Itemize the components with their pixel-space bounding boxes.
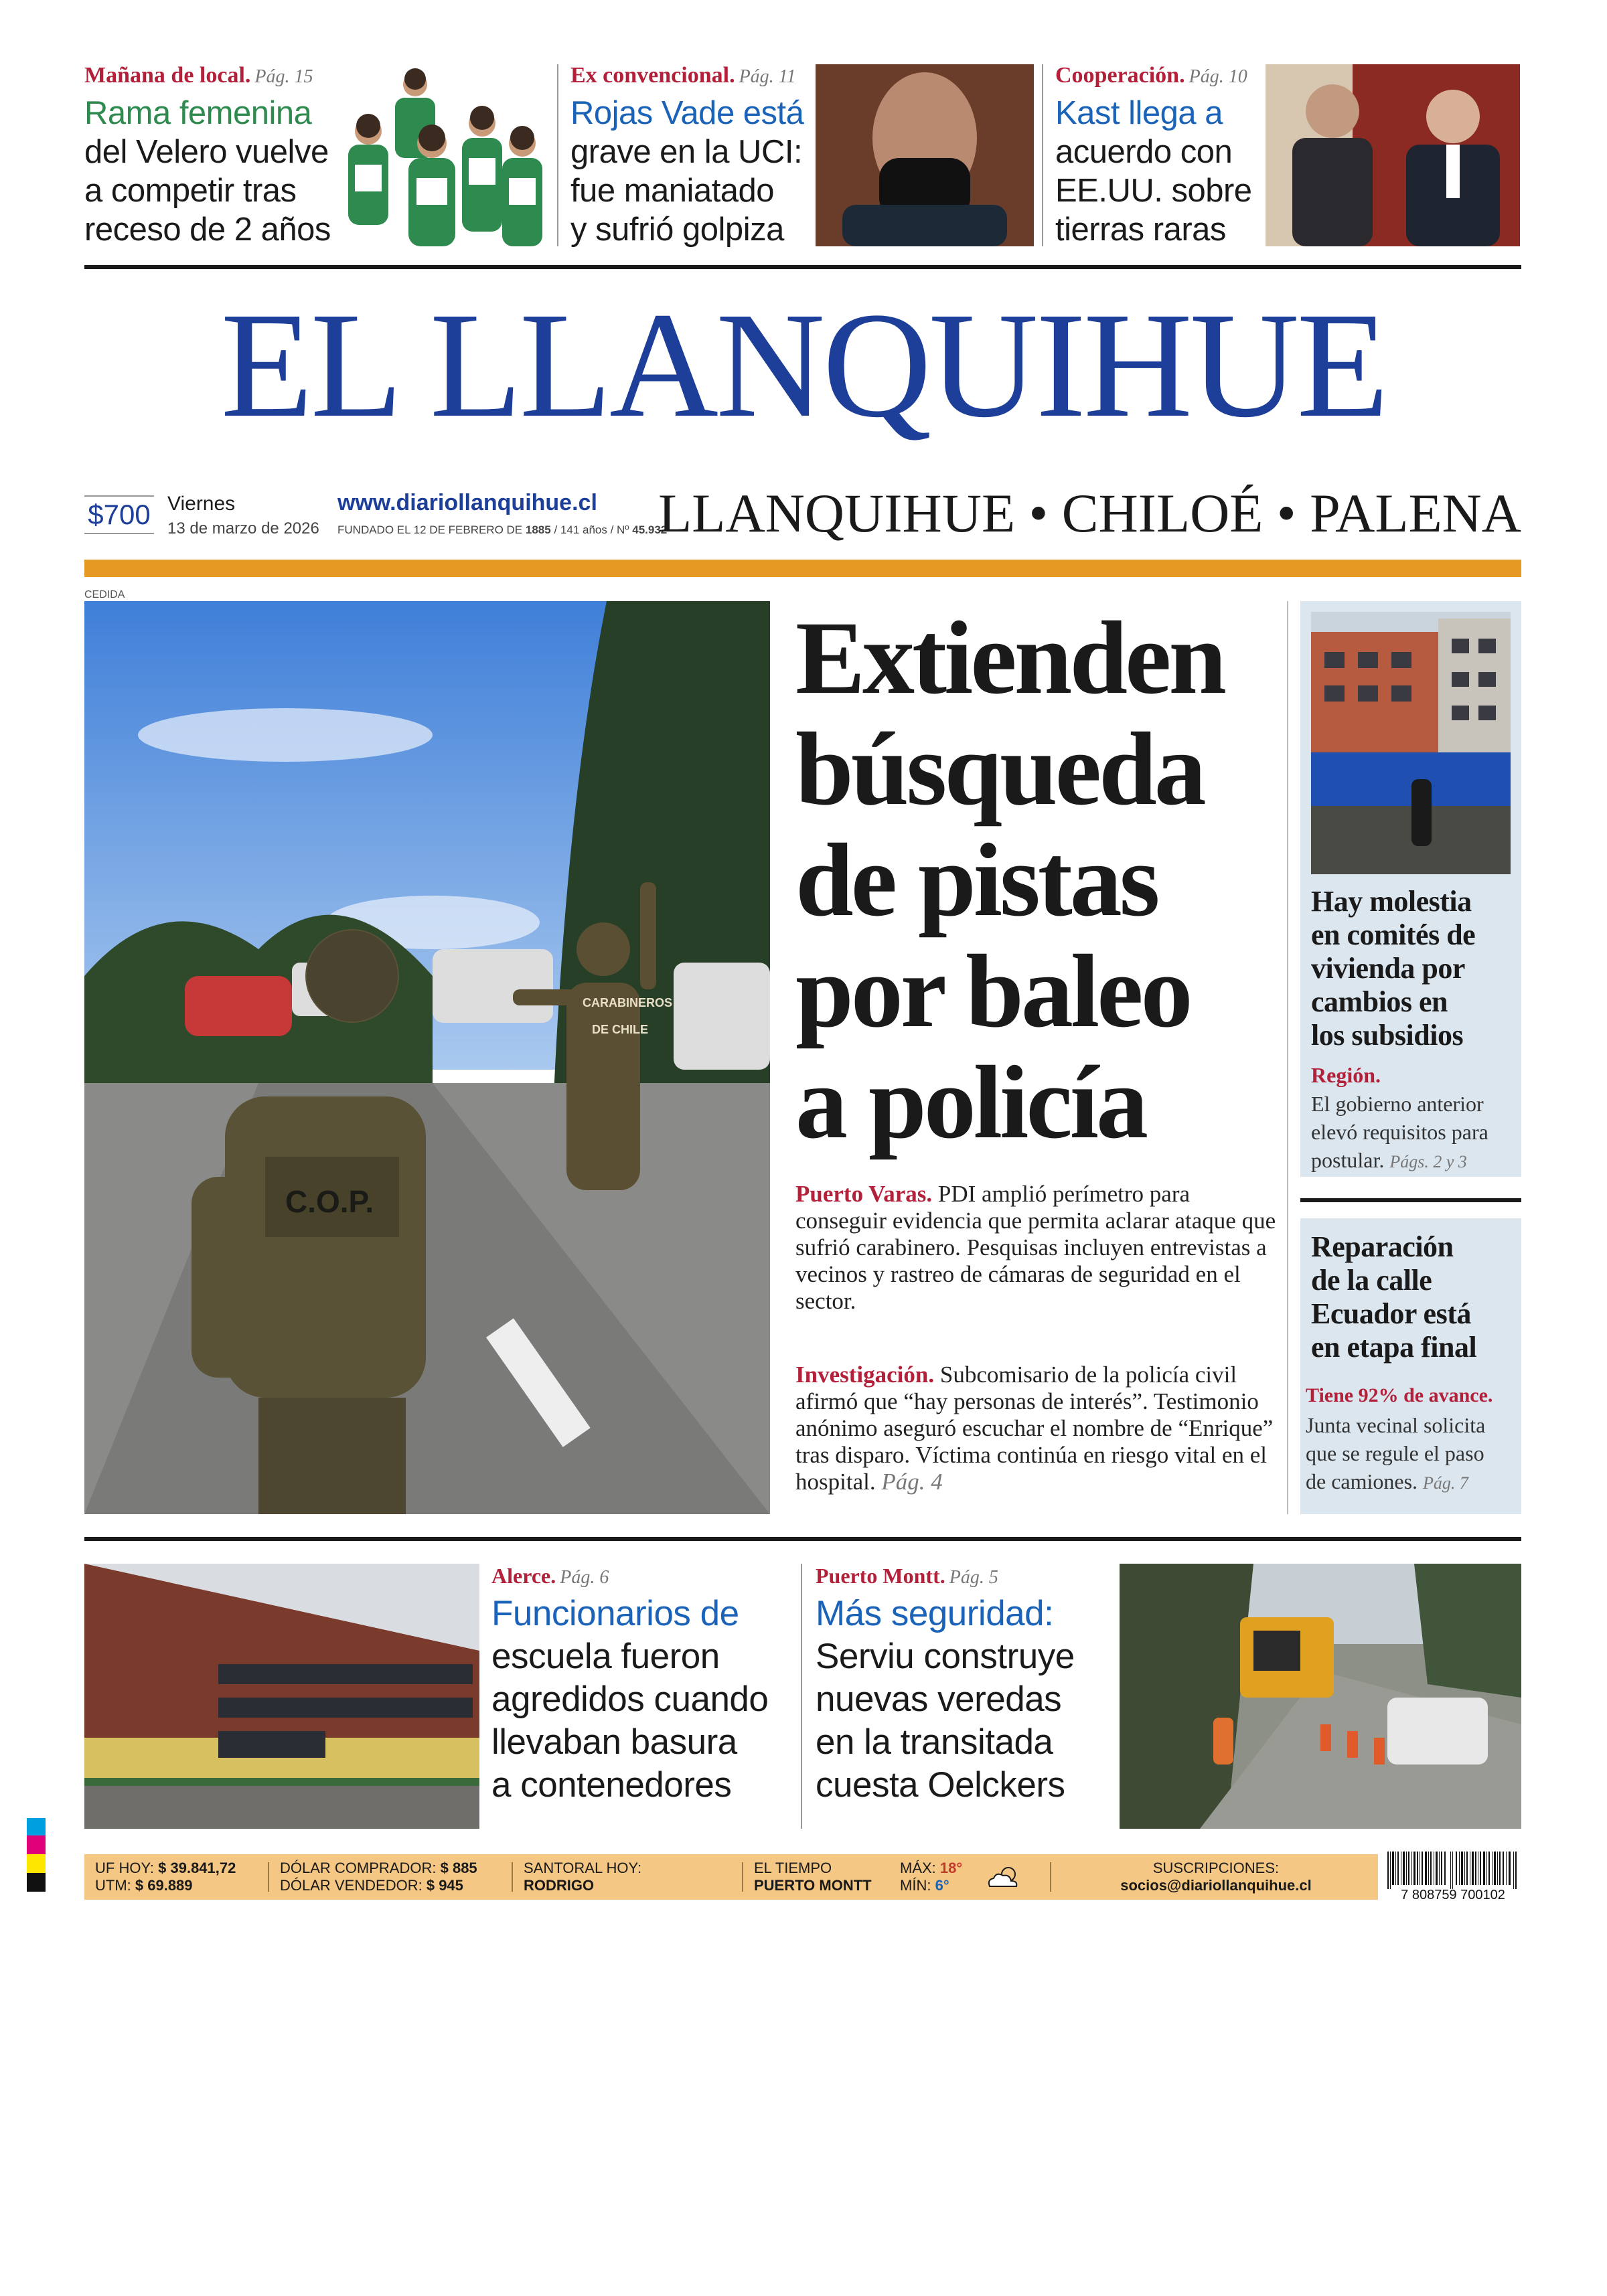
top-rule: [84, 265, 1521, 269]
black-mark: [27, 1873, 46, 1892]
uf-row: [95, 1860, 236, 1877]
para-lead: Puerto Varas.: [795, 1181, 933, 1207]
issue-number: 45.932: [632, 523, 668, 536]
text-line: elevó requisitos para: [1311, 1120, 1488, 1144]
headline-colored: Kast llega a: [1055, 95, 1223, 131]
santoral-label: SANTORAL HOY:: [524, 1860, 642, 1876]
headline-line: EE.UU. sobre: [1055, 173, 1252, 209]
photo-credit: CEDIDA: [84, 589, 125, 600]
website-link[interactable]: www.diariollanquihue.cl: [337, 490, 597, 515]
santoral-block: [524, 1860, 641, 1894]
headline-line: escuela fueron: [491, 1637, 720, 1676]
kast-handshake-photo: [1266, 64, 1520, 246]
headline-colored: Rama femenina: [84, 95, 312, 131]
sidebar-kicker: Región.: [1311, 1063, 1381, 1087]
price: $700: [88, 499, 151, 530]
headline-line: grave en la UCI:: [570, 134, 803, 170]
teaser-headline: [816, 1592, 1110, 1807]
max-label: MÁX:: [900, 1860, 936, 1876]
headline-line: vivienda por: [1311, 952, 1465, 985]
vest-text-chile: DE CHILE: [592, 1023, 649, 1036]
text-line: [1311, 1146, 1519, 1176]
headline-line: búsqueda: [795, 711, 1204, 827]
para-text: PDI amplió perímetro para conseguir evidencia que permita aclarar ataque que sufrió carabinero. Pesquisas incluyen entrevistas a vecinos y rastreo de cámaras de seguridad en el sector.: [795, 1181, 1276, 1314]
text-line: El gobierno anterior: [1311, 1092, 1484, 1116]
kicker-text: Puerto Montt.: [816, 1564, 945, 1588]
sidebar-kicker: Tiene 92% de avance.: [1306, 1384, 1493, 1406]
sidebar-divider: [1287, 601, 1288, 1514]
barcode-number: 7 808759 700102: [1401, 1888, 1505, 1902]
sidewalk-construction-photo: [1120, 1564, 1521, 1829]
kicker-text: Alerce.: [491, 1564, 556, 1588]
teaser-headline: [570, 94, 812, 249]
page-ref: Pág. 11: [739, 66, 796, 87]
page-ref: Pág. 10: [1189, 66, 1247, 87]
para-lead: Investigación.: [795, 1362, 935, 1388]
headline-line: los subsidios: [1311, 1019, 1464, 1052]
bottom-teaser-2[interactable]: [816, 1564, 1110, 1831]
text-line: Junta vecinal solicita: [1306, 1413, 1486, 1437]
price-box: [84, 495, 154, 534]
headline-line: de pistas: [795, 822, 1158, 938]
max-value: 18°: [939, 1860, 963, 1876]
text-span: de camiones.: [1306, 1469, 1418, 1493]
min-value: 6°: [935, 1877, 949, 1894]
headline-line: llevaban basura: [491, 1722, 737, 1762]
vest-text-carabineros: CARABINEROS: [583, 996, 673, 1009]
headline-line: nuevas veredas: [816, 1679, 1062, 1719]
top-teaser-1[interactable]: [84, 63, 332, 250]
barcode: [1385, 1852, 1521, 1902]
top-teaser-3[interactable]: [1055, 63, 1270, 250]
dolar-v-row: [280, 1877, 477, 1894]
partly-cloudy-icon: [983, 1864, 1024, 1890]
uf-label: UF HOY:: [95, 1860, 155, 1876]
headline-line: y sufrió golpiza: [570, 212, 784, 248]
headline-line: en etapa final: [1311, 1331, 1477, 1364]
womens-team-photo: [335, 64, 549, 246]
teaser-headline: [491, 1592, 799, 1807]
orange-band: [84, 560, 1521, 577]
headline-line: a policía: [795, 1044, 1146, 1160]
founded-year: 1885: [525, 523, 551, 536]
headline-line: cambios en: [1311, 985, 1448, 1018]
utm-row: [95, 1877, 236, 1894]
headline-line: en la transitada: [816, 1722, 1053, 1762]
footer-bar: [84, 1854, 1378, 1900]
headline-line: agredidos cuando: [491, 1679, 769, 1719]
school-photo: [84, 1564, 479, 1829]
headline-line: Hay molestia: [1311, 885, 1472, 918]
main-paragraph-2: [795, 1362, 1278, 1495]
text-line: [1306, 1467, 1520, 1497]
headline-colored: Funcionarios de: [491, 1594, 739, 1633]
teaser-kicker: [816, 1564, 1110, 1588]
bottom-teaser-1[interactable]: [491, 1564, 799, 1831]
footer-divider: [1050, 1862, 1051, 1892]
footer-divider: [268, 1862, 269, 1892]
sidebar-headline: [1311, 885, 1512, 1052]
dolar-c-label: DÓLAR COMPRADOR:: [280, 1860, 437, 1876]
headline-line: cuesta Oelckers: [816, 1765, 1065, 1805]
teaser-kicker: [570, 63, 812, 88]
text-span: postular.: [1311, 1148, 1385, 1172]
sidebar-story-2[interactable]: [1300, 1218, 1521, 1514]
sidebar-headline: [1311, 1230, 1519, 1364]
regions-line: LLANQUIHUE • CHILOÉ • PALENA: [658, 483, 1521, 544]
page-ref: Pág. 5: [949, 1567, 998, 1588]
founded-suffix: / 141 años / Nº: [554, 523, 629, 536]
page-ref: Pág. 6: [560, 1567, 609, 1588]
print-color-marks: [27, 1818, 46, 1892]
headline-colored: Rojas Vade está: [570, 95, 804, 131]
min-label: MÍN:: [900, 1877, 931, 1894]
weather-city: PUERTO MONTT: [754, 1877, 872, 1894]
newspaper-title: EL LLANQUIHUE: [220, 281, 1387, 448]
main-headline: [795, 602, 1291, 1158]
headline-colored: Más seguridad:: [816, 1594, 1054, 1633]
para-text: Subcomisario de la policía civil afirmó que “hay personas de interés”. Testimonio anónimo aseguró escuchar el nombre de “Enrique” tras disparo. Víctima continúa en riesgo vital en el hospital.: [795, 1362, 1274, 1495]
headline-line: por baleo: [795, 933, 1191, 1049]
subscriptions-block[interactable]: [1062, 1860, 1370, 1894]
headline-line: a contenedores: [491, 1765, 732, 1805]
page-ref: Pág. 15: [254, 66, 313, 87]
sidebar-text: [1311, 1090, 1519, 1176]
page-ref: Pág. 7: [1423, 1473, 1468, 1493]
top-teaser-2[interactable]: [570, 63, 812, 250]
headline-line: en comités de: [1311, 918, 1476, 951]
sidebar-rule: [1300, 1198, 1521, 1202]
headline-line: acuerdo con: [1055, 134, 1233, 170]
column-divider: [1042, 64, 1043, 246]
sidebar-story-1[interactable]: [1300, 601, 1521, 1177]
teaser-kicker: [1055, 63, 1270, 88]
santoral-value: RODRIGO: [524, 1877, 595, 1894]
rojas-vade-photo: [816, 64, 1034, 246]
weather-label: EL TIEMPO: [754, 1860, 832, 1876]
dolar-v-label: DÓLAR VENDEDOR:: [280, 1877, 423, 1894]
column-divider: [801, 1564, 802, 1829]
teaser-kicker: [84, 63, 332, 88]
kicker-text: Cooperación.: [1055, 63, 1185, 88]
footer-divider: [742, 1862, 743, 1892]
headline-line: Ecuador está: [1311, 1297, 1471, 1330]
teaser-kicker: [491, 1564, 799, 1588]
weekday: Viernes: [167, 493, 236, 515]
headline-line: Extienden: [795, 600, 1225, 716]
column-divider: [557, 64, 558, 246]
cyan-mark: [27, 1818, 46, 1835]
utm-label: UTM:: [95, 1877, 131, 1894]
footer-divider: [512, 1862, 513, 1892]
teaser-headline: [1055, 94, 1270, 249]
dolar-c-row: [280, 1860, 477, 1877]
teaser-headline: [84, 94, 332, 249]
sidebar-text: [1306, 1411, 1520, 1497]
main-police-photo: [84, 601, 770, 1514]
min-row: [900, 1877, 962, 1894]
headline-line: Reparación: [1311, 1230, 1454, 1263]
max-row: [900, 1860, 962, 1877]
dolar-block: [280, 1860, 477, 1894]
main-paragraph-1: [795, 1181, 1278, 1315]
headline-line: de la calle: [1311, 1264, 1432, 1297]
subs-label: SUSCRIPCIONES:: [1152, 1860, 1280, 1876]
page-ref: Págs. 2 y 3: [1389, 1152, 1467, 1171]
issue-date: 13 de marzo de 2026: [167, 519, 319, 538]
weather-block: [754, 1860, 872, 1894]
founded-prefix: FUNDADO EL 12 DE FEBRERO DE: [337, 523, 523, 536]
headline-line: del Velero vuelve: [84, 134, 329, 170]
headline-line: Serviu construye: [816, 1637, 1075, 1676]
text-line: que se regule el paso: [1306, 1441, 1484, 1465]
temperature-block: [900, 1860, 962, 1894]
dolar-c-value: $ 885: [440, 1860, 477, 1876]
uf-block: [95, 1860, 236, 1894]
magenta-mark: [27, 1835, 46, 1854]
yellow-mark: [27, 1854, 46, 1873]
vest-text-cop: C.O.P.: [285, 1184, 374, 1219]
headline-line: tierras raras: [1055, 212, 1226, 248]
dolar-v-value: $ 945: [426, 1877, 463, 1894]
headline-line: fue maniatado: [570, 173, 775, 209]
bottom-rule: [84, 1537, 1521, 1541]
housing-building-photo: [1311, 612, 1511, 874]
headline-line: a competir tras: [84, 173, 297, 209]
uf-value: $ 39.841,72: [158, 1860, 236, 1876]
subs-email[interactable]: socios@diariollanquihue.cl: [1120, 1877, 1312, 1894]
utm-value: $ 69.889: [135, 1877, 193, 1894]
page-ref: Pág. 4: [881, 1469, 943, 1495]
headline-line: receso de 2 años: [84, 212, 331, 248]
kicker-text: Mañana de local.: [84, 63, 251, 88]
founded-line: [337, 523, 667, 537]
kicker-text: Ex convencional.: [570, 63, 735, 88]
